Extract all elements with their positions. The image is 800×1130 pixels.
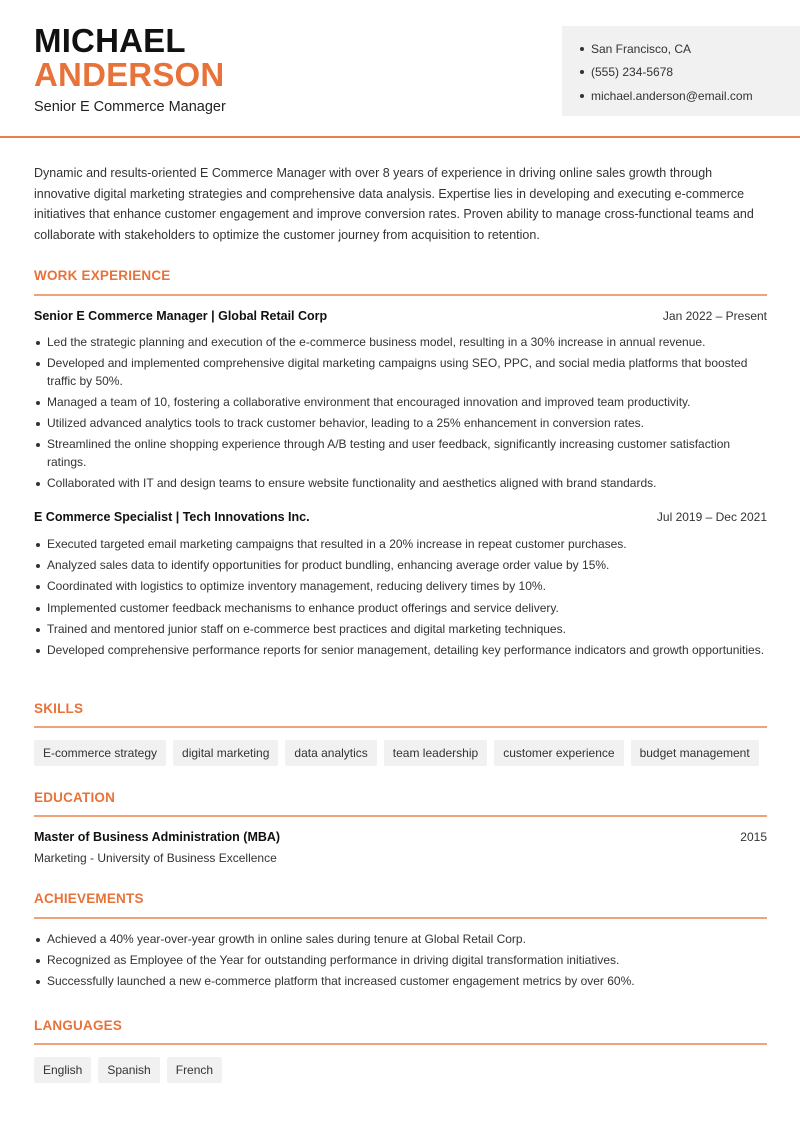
professional-summary: Dynamic and results-oriented E Commerce Manager with over 8 years of experience in driving online sales growth through innovative digital marketing strategies and comprehensive data analysis. Expertise lies in developing and executing e-commerce initiatives that enhance customer engagement and improve conversion rates. Proven ability to manage cross-functional teams and collaborate with stakeholders to optimize the customer journey from acquisition to retention. (34, 166, 754, 242)
list-item: Successfully launched a new e-commerce platform that increased customer engagement metrics by over 60%. (34, 973, 767, 991)
language-tag: French (167, 1057, 222, 1083)
skill-tag: customer experience (494, 740, 623, 766)
list-item: Analyzed sales data to identify opportunities for product bundling, enhancing average order value by 15%. (34, 557, 767, 575)
last-name: ANDERSON (34, 56, 225, 93)
contact-box (562, 26, 800, 116)
job-dates: Jan 2022 – Present (662, 309, 767, 323)
section-title-achievements: ACHIEVEMENTS (34, 891, 144, 906)
resume-header (0, 0, 800, 138)
languages-list (34, 1057, 222, 1083)
education-header (34, 830, 767, 844)
list-item: Achieved a 40% year-over-year growth in online sales during tenure at Global Retail Corp. (34, 931, 767, 949)
skill-tag: team leadership (384, 740, 487, 766)
section-divider (34, 1043, 767, 1045)
degree-name: Master of Business Administration (MBA) (34, 830, 281, 844)
achievements-list (34, 931, 767, 995)
section-divider (34, 294, 767, 296)
job-title-company: Senior E Commerce Manager | Global Retail Corp (34, 309, 328, 323)
list-item: Managed a team of 10, fostering a collaborative environment that encouraged innovation and improved team productivity. (34, 394, 767, 412)
list-item: Trained and mentored junior staff on e-commerce best practices and digital marketing techniques. (34, 621, 767, 639)
job-header (34, 510, 767, 524)
job-title: Senior E Commerce Manager (34, 99, 226, 115)
contact-phone-text: (555) 234-5678 (591, 65, 674, 80)
bullet-icon (580, 70, 584, 74)
section-divider (34, 815, 767, 817)
contact-email[interactable] (580, 84, 782, 108)
section-divider (34, 726, 767, 728)
first-name: MICHAEL (34, 22, 186, 59)
list-item: Developed and implemented comprehensive digital marketing campaigns using SEO, PPC, and social media platforms that boosted traffic by 50%. (34, 355, 767, 390)
section-divider (34, 917, 767, 919)
language-tag: English (34, 1057, 91, 1083)
list-item: Utilized advanced analytics tools to track customer behavior, leading to a 25% enhancement in conversion rates. (34, 415, 767, 433)
list-item: Developed comprehensive performance reports for senior management, detailing key performance indicators and growth opportunities. (34, 642, 767, 660)
job-header (34, 309, 767, 323)
bullet-icon (580, 47, 584, 51)
list-item: Streamlined the online shopping experience through A/B testing and user feedback, significantly increasing customer satisfaction ratings. (34, 436, 767, 471)
list-item: Executed targeted email marketing campaigns that resulted in a 20% increase in repeat customer purchases. (34, 536, 767, 554)
job-bullets (34, 536, 767, 663)
skill-tag: data analytics (285, 740, 376, 766)
skill-tag: budget management (631, 740, 759, 766)
skill-tag: digital marketing (173, 740, 278, 766)
education-detail: Marketing - University of Business Excellence (34, 851, 277, 865)
section-title-education: EDUCATION (34, 790, 116, 805)
language-tag: Spanish (98, 1057, 159, 1083)
list-item: Collaborated with IT and design teams to ensure website functionality and aesthetics aligned with brand standards. (34, 475, 767, 493)
section-title-work: WORK EXPERIENCE (34, 268, 171, 283)
list-item: Recognized as Employee of the Year for outstanding performance in driving digital transformation initiatives. (34, 952, 767, 970)
list-item: Led the strategic planning and execution of the e-commerce business model, resulting in a 30% increase in annual revenue. (34, 334, 767, 352)
contact-location (580, 37, 782, 61)
graduation-year: 2015 (740, 830, 767, 844)
skills-list (34, 740, 759, 766)
contact-phone (580, 61, 782, 85)
job-title-company: E Commerce Specialist | Tech Innovations Inc. (34, 510, 310, 524)
section-title-languages: LANGUAGES (34, 1018, 123, 1033)
contact-location-text: San Francisco, CA (591, 41, 692, 56)
list-item: Coordinated with logistics to optimize inventory management, reducing delivery times by 10%. (34, 578, 767, 596)
list-item: Implemented customer feedback mechanisms to enhance product offerings and service delivery. (34, 600, 767, 618)
bullet-icon (580, 94, 584, 98)
job-dates: Jul 2019 – Dec 2021 (656, 510, 767, 524)
job-bullets (34, 334, 767, 496)
skill-tag: E-commerce strategy (34, 740, 166, 766)
contact-email-text[interactable]: michael.anderson@email.com (591, 88, 753, 103)
section-title-skills: SKILLS (34, 701, 84, 716)
